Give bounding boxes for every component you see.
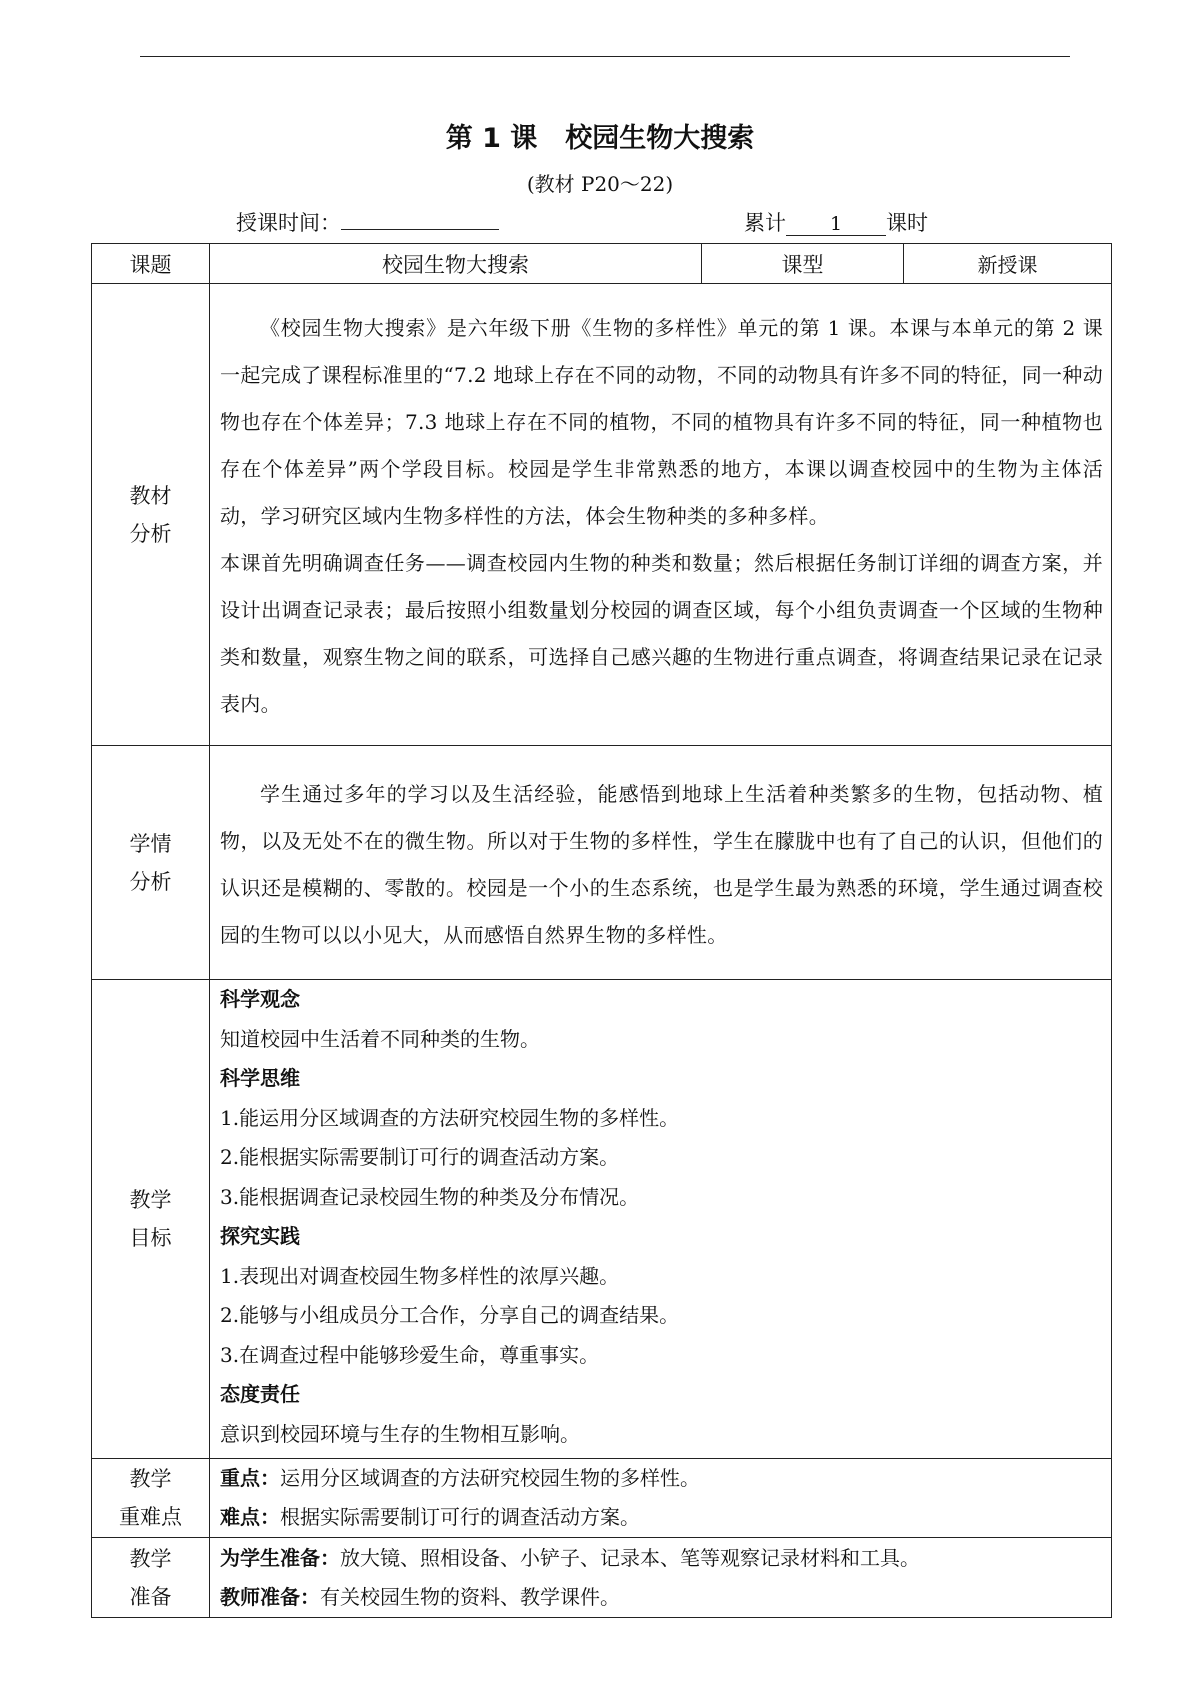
- difficulty-label: 难点：: [220, 1505, 280, 1529]
- student-prep-text: 放大镜、照相设备、小铲子、记录本、笔等观察记录材料和工具。: [340, 1545, 920, 1570]
- topic-row: [92, 244, 1112, 284]
- goal-item: 2.能根据实际需要制订可行的调查活动方案。: [220, 1145, 620, 1169]
- goal-item: 知道校园中生活着不同种类的生物。: [220, 1026, 540, 1051]
- cumulative-value: 1: [786, 213, 886, 236]
- lesson-plan-table: [91, 243, 1112, 1618]
- student-prep-line: [220, 1539, 1103, 1578]
- teaching-goals-row: [92, 980, 1112, 1459]
- teaching-goals-content: [210, 980, 1112, 1459]
- difficulty-line: [220, 1498, 1103, 1537]
- key-points-row: [92, 1459, 1112, 1538]
- difficulty-text: 根据实际需要制订可行的调查活动方案。: [280, 1505, 640, 1529]
- student-analysis-row: [92, 746, 1112, 980]
- material-paragraph-1: 《校园生物大搜索》是六年级下册《生物的多样性》单元的第 1 课。本课与本单元的第 2 课一起完成了课程标准里的“7.2 地球上存在不同的动物，不同的动物具有许多不同的特征，同一种动物也存在个体差异；7.3 地球上存在不同的植物，不同的植物具有许多不同的特征，同一种植物也存在个体差异”两个学段目标。校园是学生非常熟悉的地方，本课以调查校园中的生物为主体活动，学习研究区域内生物多样性的方法，体会生物种类的多种多样。: [220, 316, 1103, 528]
- material-paragraph-2: 本课首先明确调查任务——调查校园内生物的种类和数量；然后根据任务制订详细的调查方案，并设计出调查记录表；最后按照小组数量划分校园的调查区域，每个小组负责调查一个区域的生物种类和数量，观察生物之间的联系，可选择自己感兴趣的生物进行重点调查，将调查结果记录在记录表内。: [220, 551, 1103, 716]
- lesson-name: 校园生物大搜索: [565, 123, 755, 154]
- material-analysis-row: [92, 284, 1112, 746]
- goal-heading: 态度责任: [220, 1382, 300, 1406]
- preparation-content: [210, 1538, 1112, 1618]
- cumulative-suffix: 课时: [886, 211, 928, 235]
- teaching-time-label: 授课时间：: [236, 211, 341, 235]
- material-analysis-label: 教材 分析: [92, 284, 210, 746]
- goal-item: 2.能够与小组成员分工合作，分享自己的调查结果。: [220, 1303, 680, 1327]
- lesson-title: [0, 116, 1200, 155]
- goal-item: 3.能根据调查记录校园生物的种类及分布情况。: [220, 1184, 640, 1209]
- teacher-prep-line: [220, 1578, 1103, 1617]
- lesson-number: 第 1 课: [445, 123, 538, 154]
- material-analysis-content: [210, 284, 1112, 746]
- focus-label: 重点：: [220, 1466, 280, 1490]
- teacher-prep-text: 有关校园生物的资料、教学课件。: [320, 1584, 620, 1609]
- preparation-label: 教学 准备: [92, 1538, 210, 1618]
- type-label: 课型: [702, 244, 904, 284]
- preparation-row: [92, 1538, 1112, 1618]
- student-analysis-content: [210, 746, 1112, 980]
- key-points-label: 教学 重难点: [92, 1459, 210, 1538]
- student-paragraph: 学生通过多年的学习以及生活经验，能感悟到地球上生活着种类繁多的生物，包括动物、植物，以及无处不在的微生物。所以对于生物的多样性，学生在朦胧中也有了自己的认识，但他们的认识还是模糊的、零散的。校园是一个小的生态系统，也是学生最为熟悉的环境，学生通过调查校园的生物可以以小见大，从而感悟自然界生物的多样性。: [220, 781, 1103, 947]
- topic-label: 课题: [92, 244, 210, 284]
- teaching-goals-label: 教学 目标: [92, 980, 210, 1459]
- goal-heading: 科学思维: [220, 1066, 300, 1090]
- goal-heading: 科学观念: [220, 987, 300, 1011]
- cumulative-hours: [744, 207, 928, 237]
- goal-item: 意识到校园环境与生存的生物相互影响。: [220, 1421, 580, 1446]
- goal-heading: 探究实践: [220, 1224, 300, 1248]
- focus-line: [220, 1459, 1103, 1498]
- student-analysis-label: 学情 分析: [92, 746, 210, 980]
- goal-item: 1.表现出对调查校园生物多样性的浓厚兴趣。: [220, 1263, 620, 1288]
- textbook-pages: (教材 P20～22): [526, 172, 674, 196]
- key-points-content: [210, 1459, 1112, 1538]
- goal-item: 3.在调查过程中能够珍爱生命，尊重事实。: [220, 1342, 600, 1367]
- goal-item: 1.能运用分区域调查的方法研究校园生物的多样性。: [220, 1105, 680, 1130]
- teaching-time-blank: [341, 229, 499, 230]
- student-prep-label: 为学生准备：: [220, 1545, 340, 1570]
- topic-value: 校园生物大搜索: [210, 244, 702, 284]
- teacher-prep-label: 教师准备：: [220, 1584, 320, 1609]
- cumulative-prefix: 累计: [744, 211, 786, 235]
- teaching-time: [236, 207, 499, 237]
- header-rule: [140, 56, 1070, 57]
- type-value: 新授课: [904, 244, 1112, 284]
- focus-text: 运用分区域调查的方法研究校园生物的多样性。: [280, 1466, 700, 1490]
